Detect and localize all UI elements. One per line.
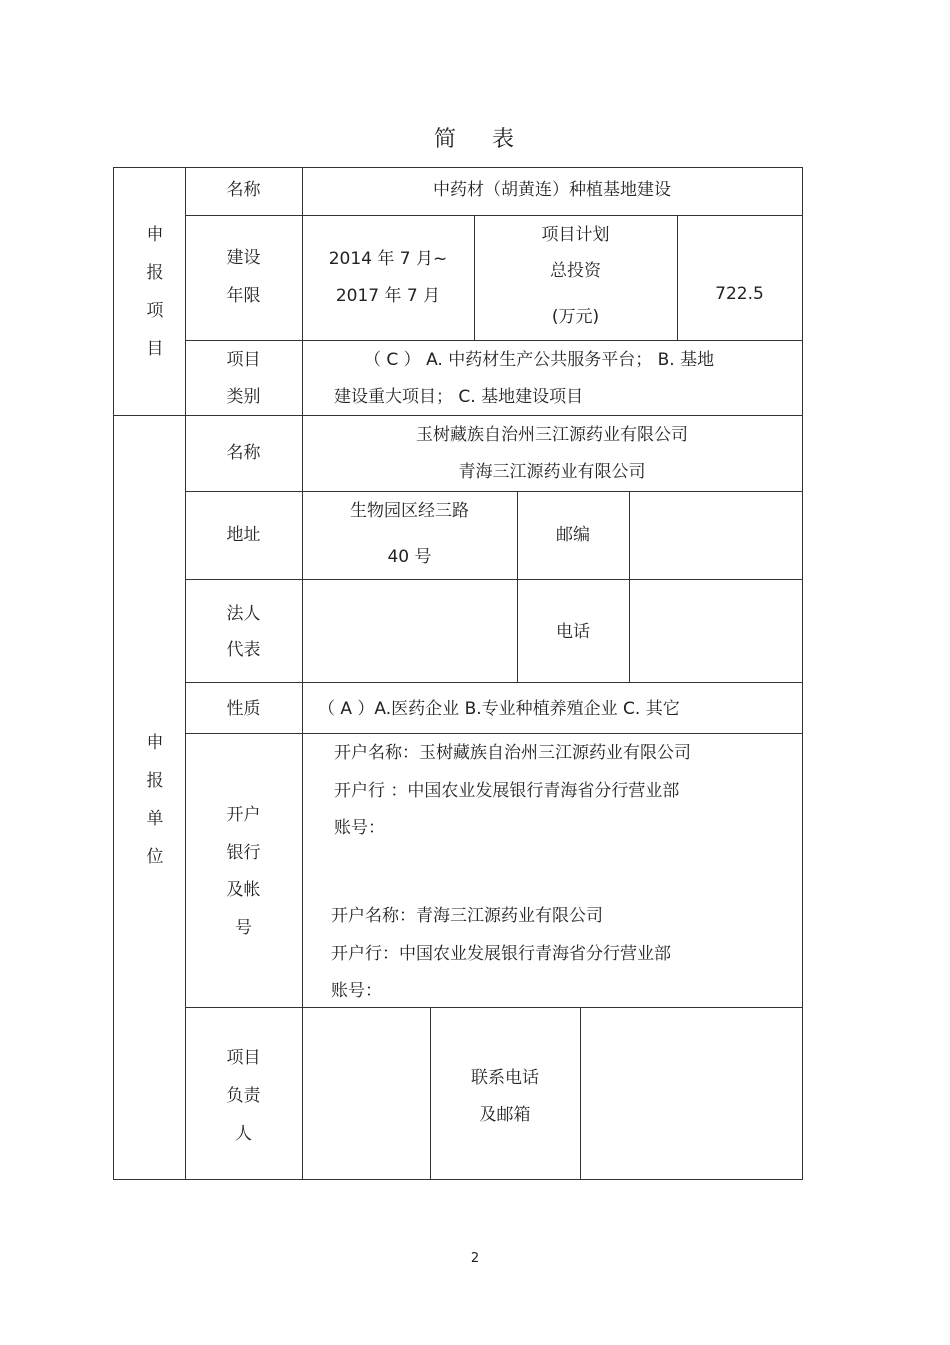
unit-name-value-1: 玉树藏族自治州三江源药业有限公司	[416, 425, 688, 445]
investment-label-line3: (万元)	[551, 307, 600, 327]
leader-label-line3: 人	[235, 1124, 252, 1144]
category-label-line1: 项目	[226, 350, 261, 370]
period-label-line1: 建设	[226, 248, 261, 268]
bank-label-line2: 银行	[226, 843, 261, 863]
bank1-account-name: 开户名称：玉树藏族自治州三江源药业有限公司	[334, 743, 691, 763]
legal-rep-label-line2: 代表	[226, 640, 261, 660]
category-options-line2: 建设重大项目； C. 基地建设项目	[334, 387, 584, 407]
bank-label-line1: 开户	[226, 805, 261, 825]
leader-label-line2: 负责	[226, 1086, 261, 1106]
contact-label-line1: 联系电话	[471, 1068, 539, 1088]
bank-label-line4: 号	[235, 918, 252, 938]
unit-name-label: 名称	[226, 443, 261, 463]
period-value-start: 2014 年 7 月~	[328, 249, 448, 269]
project-section-header: 申 报 项 目	[146, 225, 164, 359]
address-value-line1: 生物园区经三路	[350, 501, 469, 521]
postcode-label: 邮编	[556, 525, 590, 545]
page-title: 简 表	[433, 127, 517, 152]
bank2-bank-name: 开户行：中国农业发展银行青海省分行营业部	[331, 944, 671, 964]
legal-rep-label-line1: 法人	[226, 604, 261, 624]
nature-value: （ A ）A.医药企业 B.专业种植养殖企业 C. 其它	[318, 699, 680, 719]
phone-label: 电话	[556, 622, 590, 642]
bank1-account-number: 账号：	[334, 818, 385, 838]
bank2-account-name: 开户名称：青海三江源药业有限公司	[331, 906, 603, 926]
bank-label-line3: 及帐	[226, 880, 261, 900]
investment-value: 722.5	[715, 284, 764, 304]
period-label-line2: 年限	[226, 286, 261, 306]
project-name-value: 中药材（胡黄连）种植基地建设	[433, 180, 671, 200]
nature-label: 性质	[226, 699, 261, 719]
page-number: 2	[470, 1251, 480, 1266]
contact-label-line2: 及邮箱	[479, 1105, 531, 1125]
bank1-bank-name: 开户行 ：中国农业发展银行青海省分行营业部	[334, 781, 680, 801]
category-label-line2: 类别	[226, 387, 261, 407]
unit-section-header: 申 报 单 位	[146, 733, 164, 867]
address-label: 地址	[226, 525, 261, 545]
period-value-end: 2017 年 7 月	[335, 286, 441, 306]
project-name-label: 名称	[226, 180, 261, 200]
category-options-line1: （ C ） A. 中药材生产公共服务平台； B. 基地	[364, 350, 715, 370]
investment-label-line2: 总投资	[550, 261, 601, 281]
leader-label-line1: 项目	[226, 1048, 261, 1068]
address-value-line2: 40 号	[387, 547, 432, 567]
unit-name-value-2: 青海三江源药业有限公司	[458, 462, 646, 482]
investment-label-line1: 项目计划	[541, 225, 610, 245]
bank2-account-number: 账号：	[331, 981, 382, 1001]
